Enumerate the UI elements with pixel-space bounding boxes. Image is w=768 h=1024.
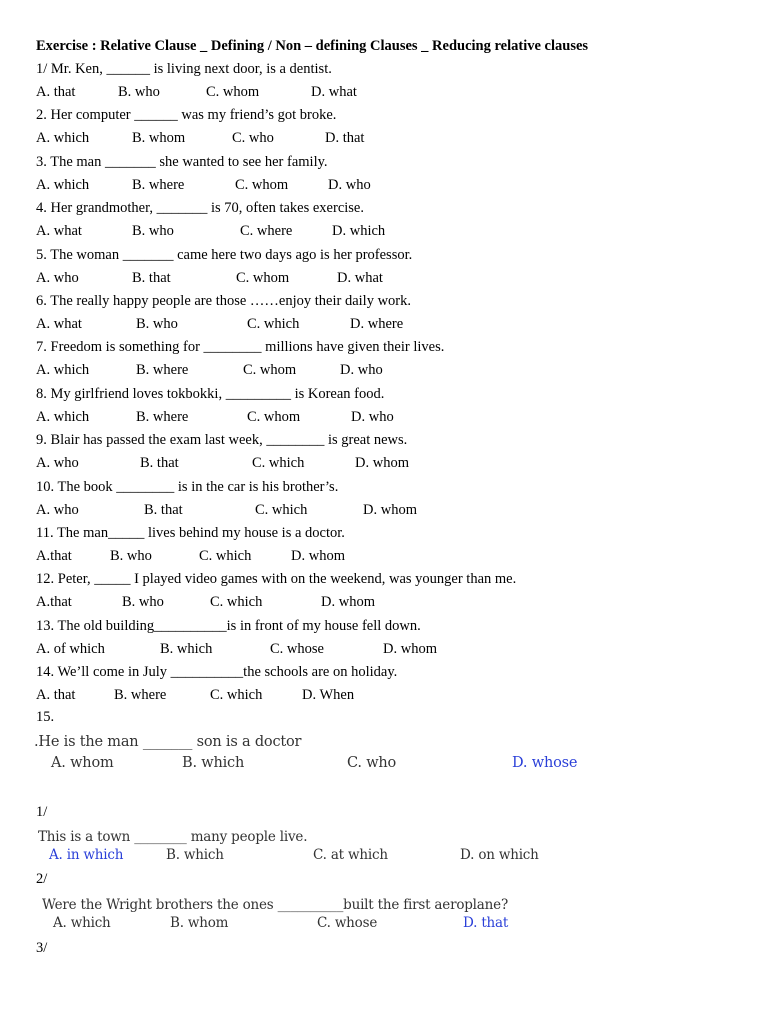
question-2-option-a[interactable]: A. which (36, 130, 90, 147)
question-3-option-b[interactable]: B. where (132, 176, 185, 193)
question-5-text: 5. The woman _______ came here two days ago is her professor. (36, 246, 413, 263)
extra-2-image (42, 897, 562, 935)
question-14-option-b[interactable]: B. where (114, 687, 167, 704)
extra-1-option-a: A. in which (49, 847, 124, 863)
worksheet-title: Exercise : Relative Clause _ Defining / Non – defining Clauses _ Reducing relative clauses (36, 38, 589, 54)
question-8-options (36, 408, 736, 426)
extra-2-option-d: D. that (463, 915, 509, 931)
question-6-options (36, 315, 736, 333)
question-7-option-a[interactable]: A. which (36, 362, 90, 379)
question-10-option-b[interactable]: B. that (144, 501, 183, 518)
question-11-option-b[interactable]: B. who (110, 548, 152, 564)
question-13-option-d[interactable]: D. whom (383, 640, 437, 657)
question-14-text: 14. We’ll come in July __________the schools are on holiday. (36, 664, 398, 681)
question-12-option-d[interactable]: D. whom (321, 594, 375, 611)
question-1-option-d[interactable]: D. what (311, 84, 357, 100)
q15-image (34, 734, 594, 776)
question-11-option-a[interactable]: A.that (36, 548, 72, 564)
question-7-option-b[interactable]: B. where (136, 362, 189, 379)
question-10-options (36, 501, 736, 519)
question-9-options (36, 454, 736, 472)
extra-2-question: Were the Wright brothers the ones __________built the first aeroplane? (42, 897, 508, 913)
extra-1-question: This is a town ________ many people live. (38, 829, 308, 845)
question-3-text: 3. The man _______ she wanted to see her family. (36, 153, 328, 170)
question-14-option-a[interactable]: A. that (36, 687, 76, 704)
question-4-option-c[interactable]: C. where (240, 223, 293, 240)
question-4-options (36, 222, 736, 240)
question-14-options (36, 686, 736, 704)
question-6-option-c[interactable]: C. which (247, 316, 300, 332)
extra-2-option-b: B. whom (170, 915, 229, 931)
question-13-text: 13. The old building__________is in front of my house fell down. (36, 617, 421, 634)
question-2-option-d[interactable]: D. that (325, 130, 365, 147)
question-3-options (36, 176, 736, 194)
question-4-option-b[interactable]: B. who (132, 223, 174, 240)
q15-image-option-d: D. whose (512, 755, 578, 771)
question-13-option-b[interactable]: B. which (160, 640, 213, 657)
extra-1-option-c: C. at which (313, 847, 388, 863)
q15-label: 15. (36, 709, 55, 725)
question-5-options (36, 269, 736, 287)
question-9-option-c[interactable]: C. which (252, 455, 305, 472)
question-11-options (36, 547, 736, 565)
question-12-option-a[interactable]: A.that (36, 594, 72, 611)
question-12-option-c[interactable]: C. which (210, 594, 263, 611)
question-6-option-d[interactable]: D. where (350, 316, 404, 332)
question-1-option-a[interactable]: A. that (36, 84, 76, 100)
question-13-options (36, 640, 736, 658)
q15-image-option-c: C. who (347, 755, 397, 771)
extra-1-option-b: B. which (166, 847, 224, 863)
question-2-option-b[interactable]: B. whom (132, 130, 186, 147)
extra-2-option-a: A. which (53, 915, 111, 931)
q15-image-option-a: A. whom (51, 755, 114, 771)
question-9-option-a[interactable]: A. who (36, 455, 79, 472)
question-13-option-a[interactable]: A. of which (36, 640, 105, 657)
question-1-options (36, 83, 736, 101)
question-11-text: 11. The man_____ lives behind my house is a doctor. (36, 525, 345, 541)
question-1-text: 1/ Mr. Ken, ______ is living next door, is a dentist. (36, 61, 332, 77)
question-1-option-b[interactable]: B. who (118, 84, 160, 100)
question-7-option-d[interactable]: D. who (340, 362, 383, 379)
question-1-option-c[interactable]: C. whom (206, 84, 260, 100)
question-8-text: 8. My girlfriend loves tokbokki, _________ is Korean food. (36, 385, 385, 402)
extra-1-option-d: D. on which (460, 847, 539, 863)
question-12-option-b[interactable]: B. who (122, 594, 164, 611)
question-7-text: 7. Freedom is something for ________ millions have given their lives. (36, 339, 445, 356)
question-7-options (36, 361, 736, 379)
question-9-text: 9. Blair has passed the exam last week, ________ is great news. (36, 432, 408, 449)
question-7-option-c[interactable]: C. whom (243, 362, 297, 379)
q15-image-option-b: B. which (182, 755, 245, 771)
question-5-option-b[interactable]: B. that (132, 269, 171, 286)
q15-image-question: .He is the man _______ son is a doctor (34, 734, 302, 750)
question-9-option-d[interactable]: D. whom (355, 455, 409, 472)
question-4-text: 4. Her grandmother, _______ is 70, often takes exercise. (36, 200, 364, 217)
extra-3-label: 3/ (36, 940, 48, 956)
question-11-option-d[interactable]: D. whom (291, 548, 345, 564)
question-8-option-d[interactable]: D. who (351, 408, 394, 425)
extra-2-option-c: C. whose (317, 915, 378, 931)
question-14-option-d[interactable]: D. When (302, 687, 355, 704)
question-6-text: 6. The really happy people are those ……enjoy their daily work. (36, 293, 412, 309)
question-5-option-d[interactable]: D. what (337, 269, 383, 286)
question-10-option-c[interactable]: C. which (255, 501, 308, 518)
question-8-option-a[interactable]: A. which (36, 408, 90, 425)
question-10-option-a[interactable]: A. who (36, 501, 79, 518)
question-12-options (36, 593, 736, 611)
question-2-option-c[interactable]: C. who (232, 130, 274, 147)
question-3-option-a[interactable]: A. which (36, 176, 90, 193)
question-3-option-c[interactable]: C. whom (235, 176, 289, 193)
question-9-option-b[interactable]: B. that (140, 455, 179, 472)
question-5-option-a[interactable]: A. who (36, 269, 79, 286)
question-6-option-a[interactable]: A. what (36, 316, 82, 332)
extra-2-label: 2/ (36, 871, 48, 887)
question-10-option-d[interactable]: D. whom (363, 501, 417, 518)
question-13-option-c[interactable]: C. whose (270, 640, 324, 657)
question-2-text: 2. Her computer ______ was my friend’s got broke. (36, 107, 337, 124)
extra-1-image (38, 829, 558, 867)
question-12-text: 12. Peter, _____ I played video games with on the weekend, was younger than me. (36, 571, 517, 588)
question-14-option-c[interactable]: C. which (210, 687, 263, 704)
question-6-option-b[interactable]: B. who (136, 316, 178, 332)
question-4-option-a[interactable]: A. what (36, 223, 82, 240)
question-2-options (36, 129, 736, 147)
question-4-option-d[interactable]: D. which (332, 223, 386, 240)
question-8-option-c[interactable]: C. whom (247, 408, 301, 425)
extra-1-label: 1/ (36, 804, 48, 820)
question-11-option-c[interactable]: C. which (199, 548, 252, 564)
question-5-option-c[interactable]: C. whom (236, 269, 290, 286)
question-10-text: 10. The book ________ is in the car is his brother’s. (36, 478, 339, 495)
question-8-option-b[interactable]: B. where (136, 408, 189, 425)
question-3-option-d[interactable]: D. who (328, 176, 371, 193)
